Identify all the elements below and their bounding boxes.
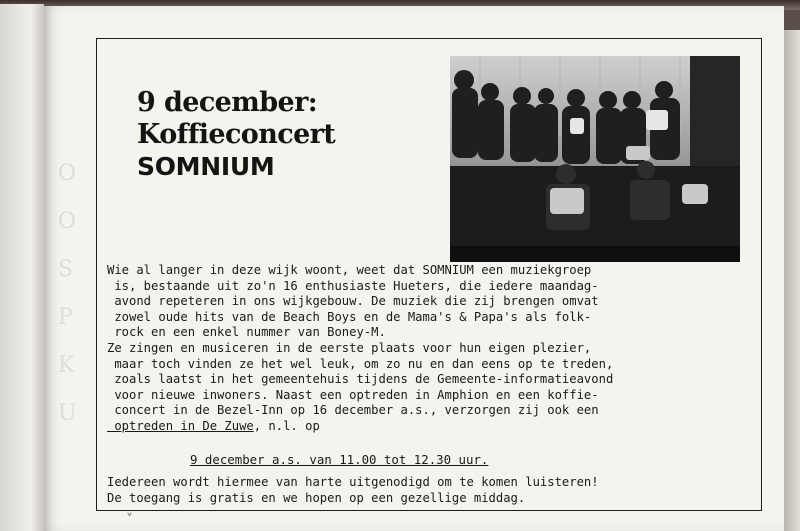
paragraph-1-line: rock en een enkel nummer van Boney-M. [107,325,386,340]
headline-event: Koffieconcert [137,119,336,150]
bleed-through-text: O O S P K U [58,161,77,426]
closing-line: De toegang is gratis en we hopen op een gezellige middag. [107,491,526,505]
paragraph-2-line: maar toch vinden ze het wel leuk, om zo nu en dan eens op te treden, [107,356,614,371]
group-photo [450,56,740,262]
paragraph-1-line: is, bestaande uit zo'n 16 enthusiaste Hueters, die iedere maandag- [107,278,599,293]
venue-underlined: optreden in De Zuwe [107,418,254,433]
paragraph-2-line: Ze zingen en musiceren in de eerste plaats voor hun eigen plezier, [107,340,592,355]
closing-line: Iedereen wordt hiermee van harte uitgenodigd om te komen luisteren! [107,475,599,489]
headline-group-name: SOMNIUM [137,152,275,181]
paragraph-2-line: voor nieuwe inwoners. Naast een optreden in Amphion en een koffie- [107,387,599,402]
article-body [107,263,757,435]
previous-page-edge [0,4,44,531]
paragraph-1-line: avond repeteren in ons wijkgebouw. De muziek die zij brengen omvat [107,294,599,309]
venue-rest: , n.l. op [253,418,320,433]
closing-text [107,474,757,506]
article-headline [137,87,437,183]
paragraph-2-line: zoals laatst in het gemeentehuis tijdens de Gemeente-informatieavond [107,372,614,387]
headline-date: 9 december: [137,87,318,118]
event-date-time: 9 december a.s. van 11.00 tot 12.30 uur. [190,452,489,467]
next-page-edge [784,30,800,531]
paragraph-1-line: Wie al langer in deze wijk woont, weet dat SOMNIUM een muziekgroep [107,263,592,277]
paragraph-1-line: zowel oude hits van de Beach Boys en de Mama's & Papa's als folk- [107,309,592,324]
paragraph-2-line: concert in de Bezel-Inn op 16 december a.s., verzorgen zij ook een [107,403,599,418]
group-photo-icon [450,56,740,262]
paragraph-2-last-line [107,419,757,435]
pencil-mark-icon: ˅ [126,512,133,528]
